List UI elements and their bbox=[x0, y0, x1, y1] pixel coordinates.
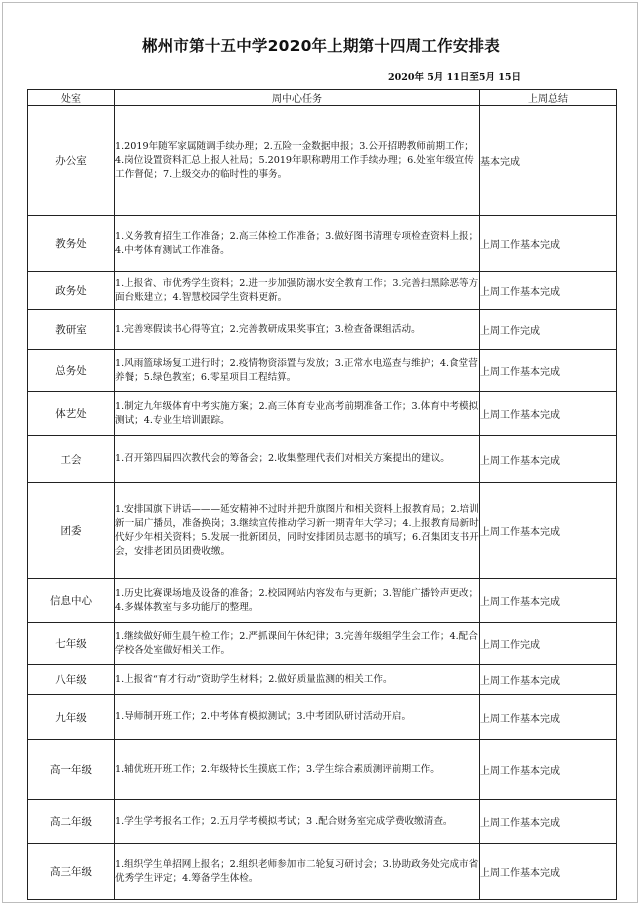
task-cell: 1.召开第四届四次教代会的筹备会；2.收集整理代表们对相关方案提出的建议。 bbox=[115, 436, 480, 483]
dept-cell: 教务处 bbox=[28, 216, 115, 272]
dept-cell: 高二年级 bbox=[28, 800, 115, 844]
table-row bbox=[28, 272, 617, 310]
table-row bbox=[28, 483, 617, 579]
table-row bbox=[28, 844, 617, 900]
task-cell: 1.继续做好师生晨午检工作；2.严抓课间午休纪律；3.完善年级组学生会工作；4.配合学校各处室做好相关工作。 bbox=[115, 623, 480, 665]
summary-cell: 上周工作基本完成 bbox=[480, 350, 617, 392]
task-cell: 1.导师制开班工作；2.中考体育模拟测试；3.中考团队研讨活动开启。 bbox=[115, 695, 480, 740]
dept-cell: 九年级 bbox=[28, 695, 115, 740]
table-row bbox=[28, 665, 617, 695]
table-row bbox=[28, 623, 617, 665]
dept-cell: 总务处 bbox=[28, 350, 115, 392]
dept-cell: 政务处 bbox=[28, 272, 115, 310]
table-row bbox=[28, 800, 617, 844]
table-row bbox=[28, 106, 617, 216]
header-summary: 上周总结 bbox=[480, 90, 617, 106]
task-cell: 1.历史比赛课场地及设备的准备；2.校园网站内容发布与更新；3.智能广播铃声更改；4.多媒体教室与多功能厅的整理。 bbox=[115, 579, 480, 623]
table-row bbox=[28, 392, 617, 436]
dept-cell: 团委 bbox=[28, 483, 115, 579]
dept-cell: 信息中心 bbox=[28, 579, 115, 623]
task-cell: 1.风雨篮球场复工进行时；2.疫情物资添置与发放；3.正常水电巡查与维护；4.食堂营养餐；5.绿色教室；6.零星项目工程结算。 bbox=[115, 350, 480, 392]
summary-cell: 上周工作基本完成 bbox=[480, 695, 617, 740]
dept-cell: 八年级 bbox=[28, 665, 115, 695]
summary-cell: 上周工作基本完成 bbox=[480, 844, 617, 900]
summary-cell: 上周工作基本完成 bbox=[480, 216, 617, 272]
task-cell: 1.学生学考报名工作；2.五月学考模拟考试；3 .配合财务室完成学费收缴清查。 bbox=[115, 800, 480, 844]
table-row bbox=[28, 436, 617, 483]
task-cell: 1.组织学生单招网上报名；2.组织老师参加市二轮复习研讨会；3.协助政务处完成市省优秀学生评定；4.筹备学生体检。 bbox=[115, 844, 480, 900]
dept-cell: 七年级 bbox=[28, 623, 115, 665]
summary-cell: 上周工作基本完成 bbox=[480, 272, 617, 310]
header-dept: 处室 bbox=[28, 90, 115, 106]
dept-cell: 高三年级 bbox=[28, 844, 115, 900]
task-cell: 1.2019年随军家属随调手续办理；2.五险一金数据申报；3.公开招聘教师前期工作；4.岗位设置资料汇总上报人社局；5.2019年职称聘用工作手续办理；6.处室年级宣传工作督促；7.上级交办的临时性的事务。 bbox=[115, 106, 480, 216]
header-task: 周中心任务 bbox=[115, 90, 480, 106]
table-row bbox=[28, 740, 617, 800]
task-cell: 1.制定九年级体育中考实施方案；2.高三体育专业高考前期准备工作；3.体育中考模拟测试；4.专业生培训跟踪。 bbox=[115, 392, 480, 436]
task-cell: 1.义务教育招生工作准备；2.高三体检工作准备；3.做好图书清理专项检查资料上报；4.中考体育测试工作准备。 bbox=[115, 216, 480, 272]
task-cell: 1.完善寒假读书心得等宜；2.完善教研成果奖事宜；3.检查备课组活动。 bbox=[115, 310, 480, 350]
task-cell: 1.安排国旗下讲话———延安精神不过时并把升旗图片和相关资料上报教育局；2.培训新一届广播员，准备换岗；3.继续宣传推动学习新一期青年大学习；4.上报教育局新时代好少年相关资料；5.发展一批新团员，同时安排团员志愿书的填写；6.召集团支书开会，安排老团员团费收缴。 bbox=[115, 483, 480, 579]
summary-cell: 上周工作基本完成 bbox=[480, 483, 617, 579]
summary-cell: 上周工作基本完成 bbox=[480, 800, 617, 844]
table-row bbox=[28, 695, 617, 740]
dept-cell: 教研室 bbox=[28, 310, 115, 350]
summary-cell: 上周工作基本完成 bbox=[480, 579, 617, 623]
summary-cell: 上周工作基本完成 bbox=[480, 665, 617, 695]
summary-cell: 上周工作完成 bbox=[480, 623, 617, 665]
schedule-table bbox=[27, 89, 617, 900]
summary-cell: 上周工作基本完成 bbox=[480, 740, 617, 800]
summary-cell: 上周工作基本完成 bbox=[480, 392, 617, 436]
dept-cell: 办公室 bbox=[28, 106, 115, 216]
summary-cell: 上周工作基本完成 bbox=[480, 436, 617, 483]
date-range: 2020年 5月 11日至5月 15日 bbox=[388, 72, 522, 83]
table-row bbox=[28, 350, 617, 392]
table-row bbox=[28, 216, 617, 272]
table-header-row bbox=[28, 90, 617, 106]
table-row bbox=[28, 579, 617, 623]
summary-cell: 基本完成 bbox=[480, 106, 617, 216]
task-cell: 1.上报省“育才行动”资助学生材料；2.做好质量监测的相关工作。 bbox=[115, 665, 480, 695]
page-title: 郴州市第十五中学2020年上期第十四周工作安排表 bbox=[142, 37, 500, 55]
dept-cell: 体艺处 bbox=[28, 392, 115, 436]
summary-cell: 上周工作完成 bbox=[480, 310, 617, 350]
dept-cell: 工会 bbox=[28, 436, 115, 483]
dept-cell: 高一年级 bbox=[28, 740, 115, 800]
task-cell: 1.上报省、市优秀学生资料；2.进一步加强防溺水安全教育工作；3.完善扫黑除恶等方面台账建立；4.智慧校园学生资料更新。 bbox=[115, 272, 480, 310]
table-row bbox=[28, 310, 617, 350]
task-cell: 1.辅优班开班工作；2.年级特长生摸底工作；3.学生综合素质测评前期工作。 bbox=[115, 740, 480, 800]
